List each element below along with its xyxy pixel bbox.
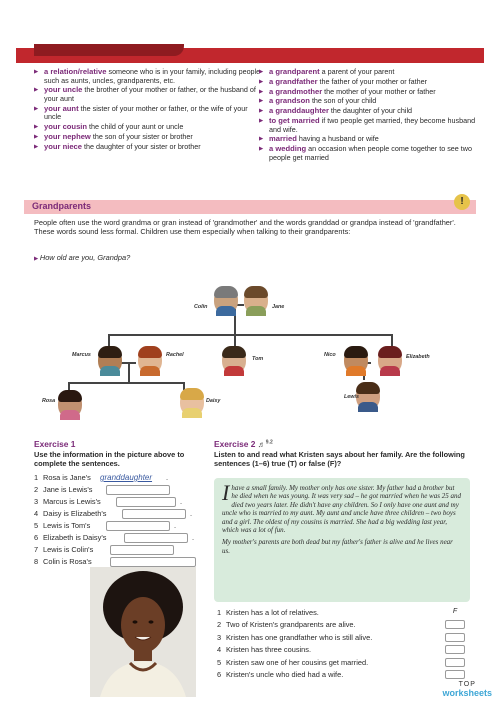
item-end: . bbox=[180, 497, 183, 506]
top-banner-tab bbox=[34, 44, 184, 56]
kristen-photo bbox=[90, 567, 196, 697]
topworksheets-logo[interactable] bbox=[442, 681, 492, 698]
vocab-item bbox=[259, 88, 487, 97]
family-tree bbox=[16, 284, 484, 414]
item-text: Kristen's uncle who died had a wife. bbox=[226, 669, 344, 679]
daisy-portrait bbox=[180, 388, 204, 416]
vocab-term: your uncle bbox=[44, 85, 83, 95]
colin-label: Colin bbox=[194, 304, 208, 310]
item-number: 2 bbox=[217, 620, 222, 630]
vocab-definition: a parent of your parent bbox=[321, 67, 395, 76]
vocab-term: a wedding bbox=[269, 144, 307, 154]
item-text: Marcus is Lewis's bbox=[43, 497, 101, 506]
vocab-term: your niece bbox=[44, 141, 82, 151]
item-text: Daisy is Elizabeth's bbox=[43, 509, 107, 518]
brand-bottom: worksheets bbox=[442, 688, 492, 698]
exercise2-item bbox=[217, 658, 473, 670]
vocab-definition: the daughter of your sister or brother bbox=[83, 141, 201, 151]
answer-input[interactable] bbox=[106, 521, 170, 531]
vocab-item bbox=[259, 97, 487, 106]
tree-line bbox=[68, 382, 183, 384]
item-text: Two of Kristen's grandparents are alive. bbox=[226, 620, 356, 630]
marcus-label: Marcus bbox=[72, 352, 91, 358]
vocab-term: a grandson bbox=[269, 96, 310, 106]
item-number: 3 bbox=[217, 632, 222, 642]
grandparents-text: People often use the word grandma or gran instead of 'grandmother' and the words granddad or grandpa instead of 'grandfather'. These words sound less formal. Children use them especially when talking to their grandparents: bbox=[34, 218, 456, 236]
vocab-definition: the sister of your mother or father, or the wife of your uncle bbox=[44, 103, 248, 122]
audio-icon[interactable]: ♬$^{9.2}$ bbox=[257, 439, 273, 449]
rosa-portrait bbox=[58, 390, 82, 418]
tree-line bbox=[108, 334, 110, 346]
answer-input[interactable] bbox=[122, 509, 186, 519]
item-text: Kristen has one grandfather who is still alive. bbox=[226, 632, 373, 642]
exercise1-item bbox=[34, 521, 224, 533]
tf-answer-input[interactable] bbox=[445, 645, 465, 654]
elizabeth-portrait bbox=[378, 346, 402, 374]
lewis-label: Lewis bbox=[344, 394, 359, 400]
item-number: 1 bbox=[217, 608, 222, 617]
answer-input[interactable] bbox=[116, 497, 176, 507]
story-paragraph: My mother's parents are both dead but my father's father is alive and he lives near us. bbox=[222, 538, 453, 555]
worksheet-page bbox=[16, 48, 484, 679]
exercise2-item bbox=[217, 670, 473, 682]
item-text: Kristen saw one of her cousins get married. bbox=[226, 657, 369, 667]
vocab-definition: the daughter of your child bbox=[330, 106, 413, 116]
vocab-item bbox=[34, 86, 262, 103]
item-text: Kristen has three cousins. bbox=[226, 645, 312, 655]
vocab-term: a grandmother bbox=[269, 86, 323, 96]
exercise1-item bbox=[34, 485, 224, 497]
item-text: Lewis is Colin's bbox=[43, 545, 94, 554]
vocab-definition: the brother of your mother or father, or the husband of your aunt bbox=[44, 85, 256, 103]
vocab-item bbox=[259, 78, 487, 87]
vocab-term: to get married bbox=[269, 115, 320, 125]
item-number: 6 bbox=[217, 669, 222, 679]
item-end: . bbox=[166, 473, 169, 482]
answer-input[interactable] bbox=[106, 485, 170, 495]
vocab-definition: if two people get married, they become husband and wife. bbox=[269, 115, 476, 134]
exercise1-instruction: Use the information in the picture above to complete the sentences. bbox=[34, 450, 185, 468]
exercise2-item bbox=[217, 633, 473, 645]
story-dropcap: I bbox=[222, 480, 230, 505]
item-number: 4 bbox=[34, 509, 39, 518]
vocab-definition: the son of your sister or brother bbox=[92, 131, 193, 141]
kristen-portrait-graphic bbox=[90, 567, 196, 697]
vocab-definition: an occasion when people come together to see two people get married bbox=[269, 144, 472, 162]
tree-line bbox=[234, 334, 236, 346]
vocab-item bbox=[259, 135, 487, 144]
colin-portrait bbox=[214, 286, 238, 314]
exercise2-item bbox=[217, 645, 473, 657]
exercise1-title: Exercise 1 bbox=[34, 439, 76, 449]
tree-line bbox=[391, 334, 393, 346]
vocab-item bbox=[259, 117, 487, 134]
vocab-item bbox=[34, 143, 262, 152]
exercise2-list bbox=[217, 608, 473, 682]
vocab-list-right bbox=[259, 68, 487, 163]
item-number: 5 bbox=[217, 657, 222, 667]
grandparents-example: ▶ How old are you, Grandpa? bbox=[34, 253, 130, 262]
vocab-item bbox=[34, 123, 262, 132]
item-end: . bbox=[192, 533, 195, 542]
answer-input[interactable] bbox=[124, 533, 188, 543]
top-banner bbox=[16, 48, 484, 63]
exercise2-instruction: Listen to and read what Kristen says about her family. Are the following sentences (1–6) true (T) or false (F)? bbox=[214, 450, 465, 468]
vocab-definition: the father of your mother or father bbox=[319, 76, 427, 86]
vocab-term: married bbox=[269, 134, 297, 144]
marcus-portrait bbox=[98, 346, 122, 374]
vocab-term: a granddaughter bbox=[269, 106, 329, 116]
vocab-list-left bbox=[34, 68, 262, 152]
exercise1-item bbox=[34, 509, 224, 521]
item-number: 4 bbox=[217, 645, 222, 655]
tf-answer-input[interactable] bbox=[445, 658, 465, 667]
answer-input[interactable] bbox=[110, 557, 196, 567]
vocab-item bbox=[34, 68, 262, 85]
exercise2-item bbox=[217, 620, 473, 632]
vocab-term: your nephew bbox=[44, 131, 91, 141]
lewis-portrait bbox=[356, 382, 380, 410]
item-text: Jane is Lewis's bbox=[43, 485, 93, 494]
kristen-story bbox=[214, 478, 470, 602]
answer-input[interactable] bbox=[110, 545, 174, 555]
elizabeth-label: Elizabeth bbox=[406, 354, 430, 360]
jane-label: Jane bbox=[272, 304, 285, 310]
vocab-term: a grandparent bbox=[269, 67, 320, 76]
vocab-item bbox=[34, 133, 262, 142]
vocab-item bbox=[34, 105, 262, 122]
tree-line bbox=[108, 334, 391, 336]
grandparents-section-bar bbox=[24, 196, 476, 214]
exercise1-item bbox=[34, 545, 224, 557]
rachel-portrait bbox=[138, 346, 162, 374]
nico-label: Nico bbox=[324, 352, 336, 358]
story-paragraph: Ihave a small family. My mother only has one sister. My father had a brother but he died when he was young. It was very sad – he got married when he was 25 and died two years later. He didn't have any children. So I only have one aunt and my uncle who is married to my aunt. My aunt and uncle have three children – two boys and a girl. The oldest of my cousins is married. She had a big wedding last year, which was a lot of fun. bbox=[222, 480, 461, 535]
vocab-item bbox=[259, 145, 487, 162]
vocab-item bbox=[259, 68, 487, 77]
item-end: . bbox=[190, 509, 193, 518]
item-text: Colin is Rosa's bbox=[43, 557, 92, 566]
item-number: 1 bbox=[34, 473, 39, 482]
item-number: 8 bbox=[34, 557, 39, 566]
vocab-definition: the child of your aunt or uncle bbox=[89, 122, 184, 132]
item-number: 7 bbox=[34, 545, 39, 554]
vocab-definition: the mother of your mother or father bbox=[324, 86, 436, 96]
item-number: 5 bbox=[34, 521, 39, 530]
warning-icon: ! bbox=[454, 194, 470, 210]
item-number: 3 bbox=[34, 497, 39, 506]
vocab-definition: someone who is in your family, including people such as aunts, uncles, grandparents, etc. bbox=[44, 67, 261, 85]
tf-answer-input[interactable] bbox=[445, 620, 465, 629]
exercise2-title: Exercise 2 ♬$^{9.2}$ bbox=[214, 439, 273, 449]
tf-answer-input[interactable] bbox=[445, 670, 465, 679]
exercise1-item bbox=[34, 533, 224, 545]
vocab-definition: having a husband or wife bbox=[298, 134, 379, 144]
jane-portrait bbox=[244, 286, 268, 314]
tree-line bbox=[128, 362, 130, 382]
item-number: 6 bbox=[34, 533, 39, 542]
answer-input[interactable]: granddaughter bbox=[100, 473, 153, 482]
rachel-label: Rachel bbox=[166, 352, 184, 358]
grandparents-title: Grandparents bbox=[32, 201, 92, 211]
vocab-term: a grandfather bbox=[269, 76, 318, 86]
vocab-term: your cousin bbox=[44, 122, 88, 132]
tf-answer-input[interactable] bbox=[445, 633, 465, 642]
tree-line bbox=[68, 382, 70, 390]
item-text: Elizabeth is Daisy's bbox=[43, 533, 107, 542]
brand-top: TOP bbox=[458, 681, 476, 688]
exercise1-item bbox=[34, 473, 224, 485]
vocab-term: your aunt bbox=[44, 103, 79, 113]
item-text: Kristen has a lot of relatives. bbox=[226, 608, 319, 617]
rosa-label: Rosa bbox=[42, 398, 56, 404]
nico-portrait bbox=[344, 346, 368, 374]
daisy-label: Daisy bbox=[206, 398, 221, 404]
vocab-item bbox=[259, 107, 487, 116]
tom-label: Tom bbox=[252, 356, 264, 362]
item-end: . bbox=[174, 521, 177, 530]
exercise1-list bbox=[34, 473, 224, 569]
tf-answer-input[interactable]: F bbox=[445, 608, 465, 617]
item-text: Lewis is Tom's bbox=[43, 521, 91, 530]
vocab-term: a relation/relative bbox=[44, 67, 107, 76]
item-number: 2 bbox=[34, 485, 39, 494]
item-text: Rosa is Jane's bbox=[43, 473, 91, 482]
exercise1-item bbox=[34, 497, 224, 509]
vocab-definition: the son of your child bbox=[311, 96, 377, 106]
tom-portrait bbox=[222, 346, 246, 374]
exercise2-item bbox=[217, 608, 473, 620]
